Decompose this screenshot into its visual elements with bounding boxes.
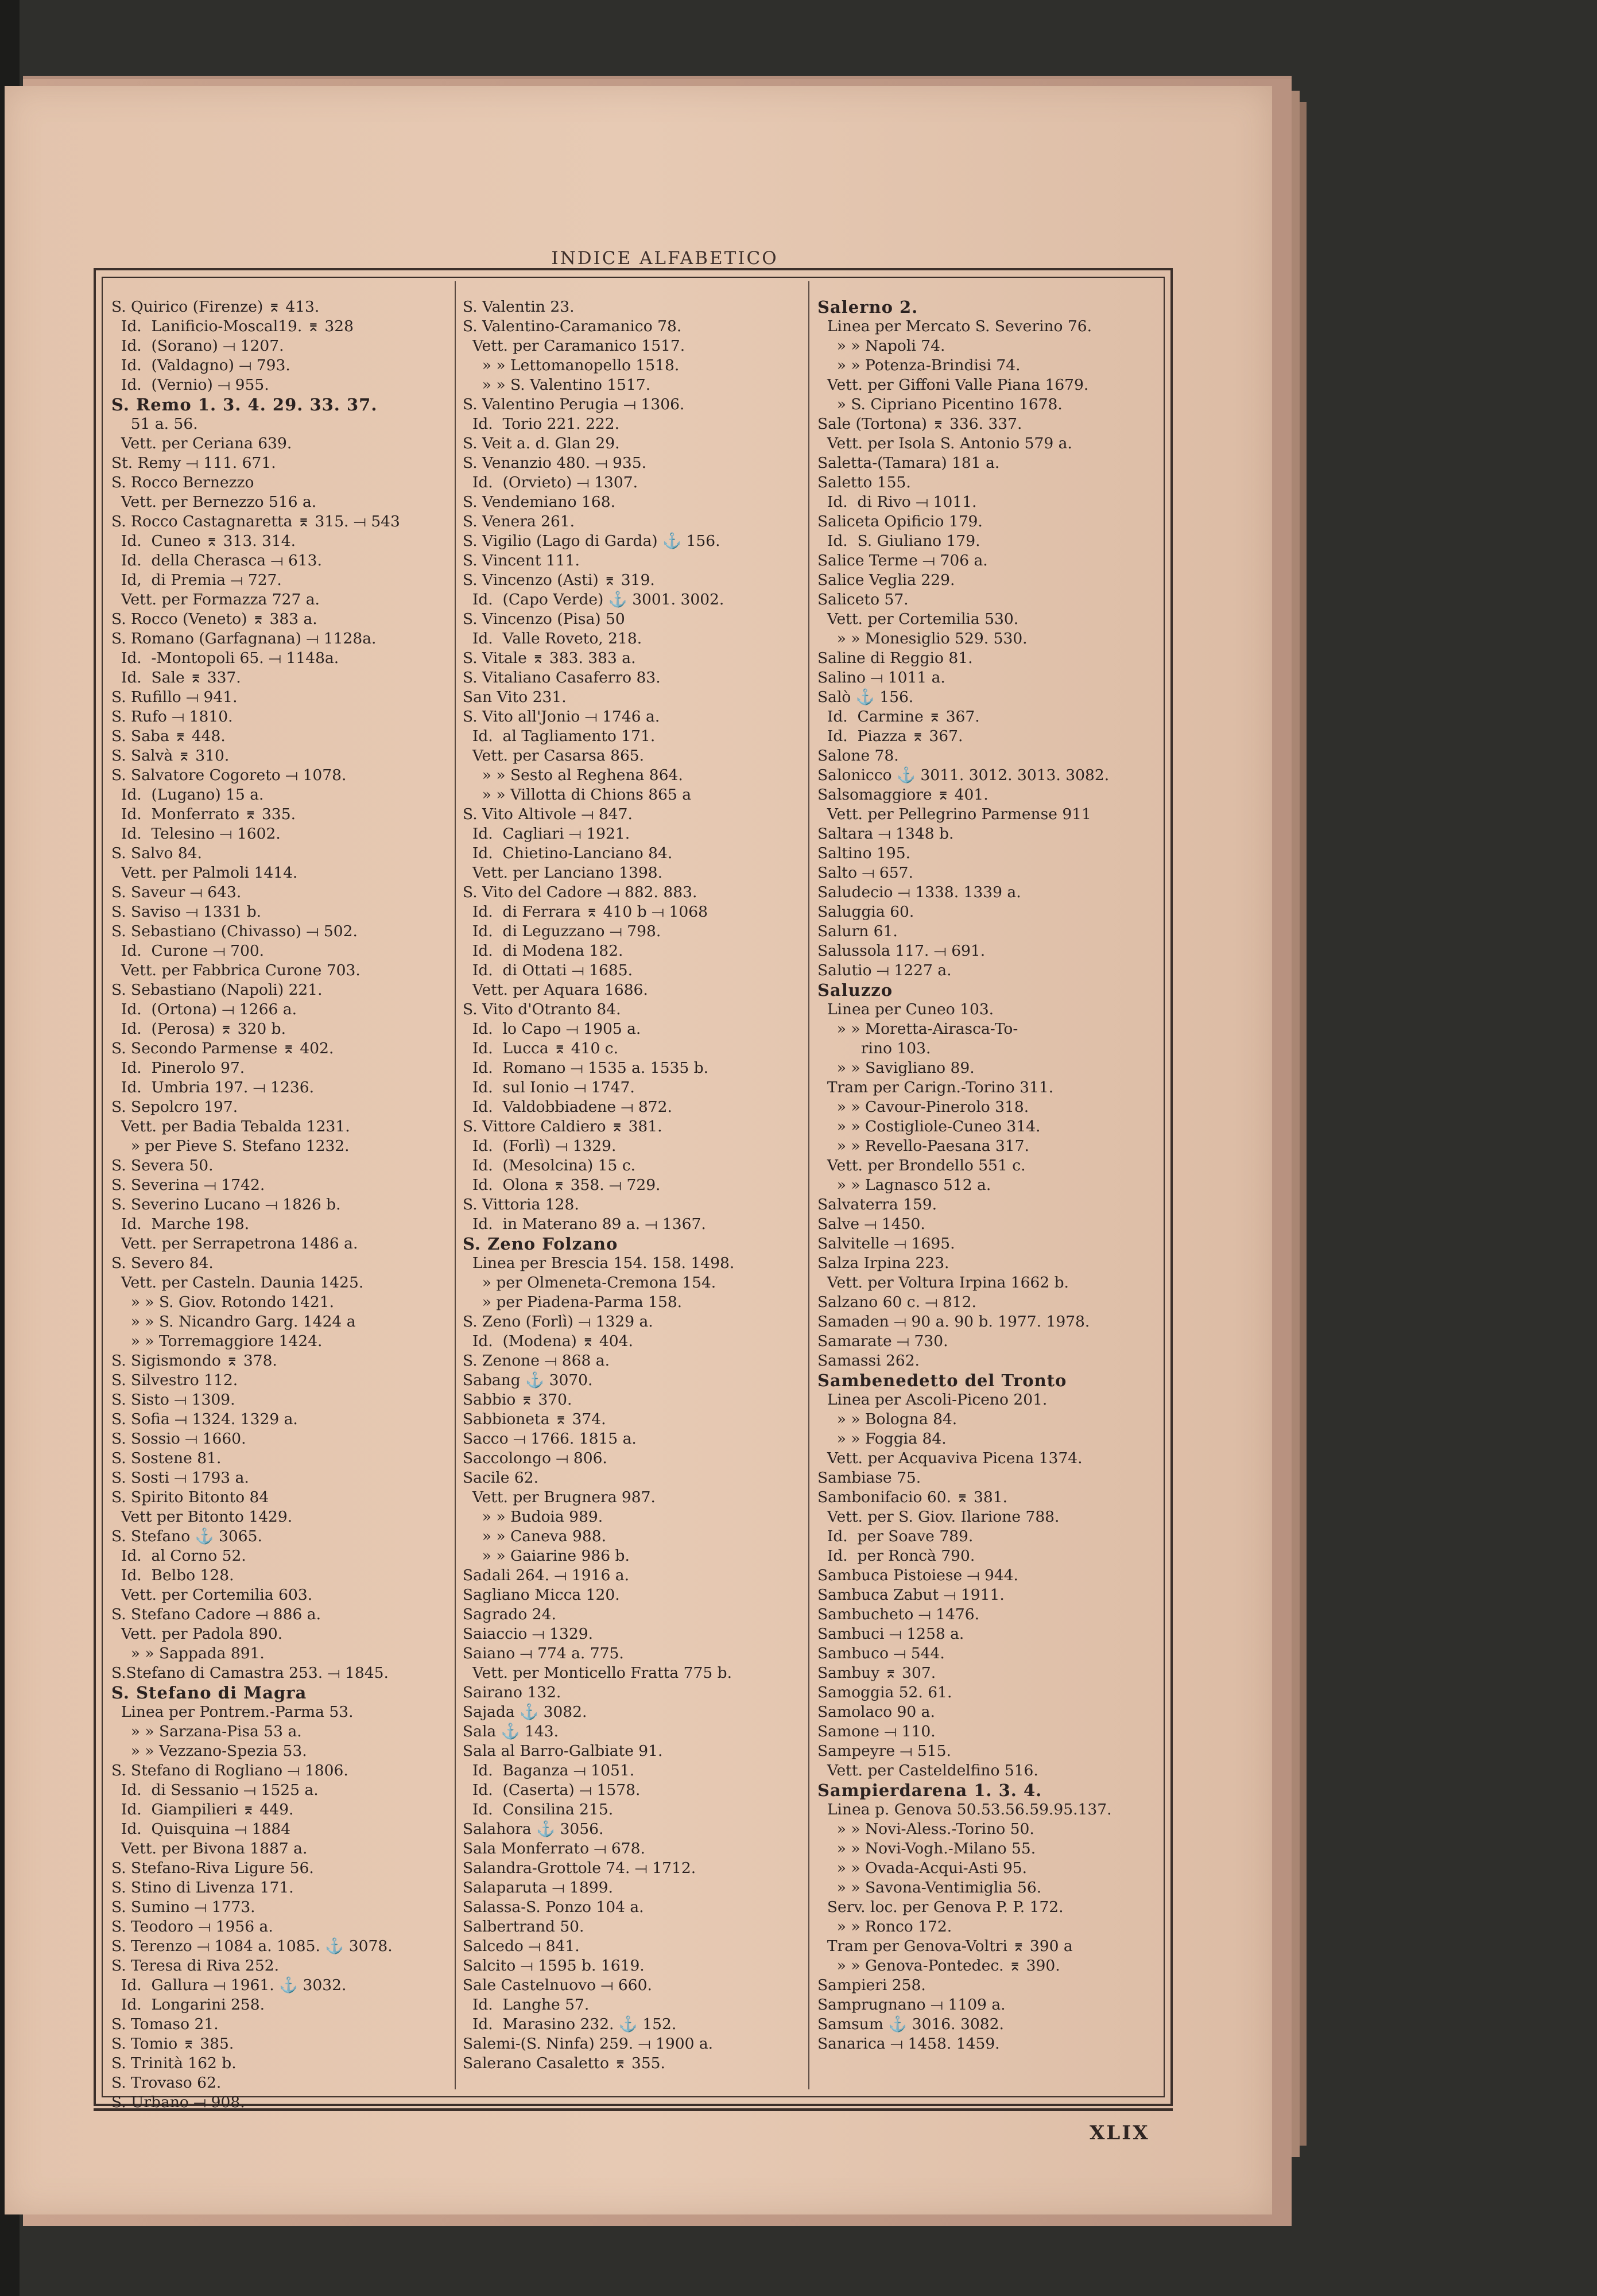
index-entry: S. Sebastiano (Chivasso) ⟞ 502. <box>111 922 358 940</box>
index-entry: Id. Consilina 215. <box>463 1801 614 1818</box>
index-entry: Samoggia 52. 61. <box>817 1684 952 1701</box>
index-entry: Sabbioneta ⌆ 374. <box>463 1410 606 1428</box>
index-entry: » » Monesiglio 529. 530. <box>817 630 1028 647</box>
index-entry: » » S. Valentino 1517. <box>463 376 651 394</box>
index-entry: Tram per Genova-Voltri ⌆ 390 a <box>817 1937 1073 1955</box>
index-entry: Salerno 2. <box>817 297 918 317</box>
index-entry: » » Revello-Paesana 317. <box>817 1137 1029 1155</box>
index-entry: » » Costigliole-Cuneo 314. <box>817 1118 1041 1135</box>
index-entry: Linea per Mercato S. Severino 76. <box>817 317 1092 335</box>
index-entry: Linea per Cuneo 103. <box>817 1000 994 1018</box>
index-entry: » » Gaiarine 986 b. <box>463 1547 630 1565</box>
index-entry: Sambuca Pistoiese ⟞ 944. <box>817 1566 1018 1584</box>
index-entry: S. Zenone ⟞ 868 a. <box>463 1352 610 1370</box>
index-entry: S. Rufillo ⟞ 941. <box>111 688 238 706</box>
index-entry: Vett. per Brugnera 987. <box>463 1488 656 1506</box>
page-header: INDICE ALFABETICO <box>551 248 778 269</box>
index-entry: Vett per Bitonto 1429. <box>111 1508 293 1526</box>
index-entry: S. Sigismondo ⌆ 378. <box>111 1352 277 1370</box>
index-entry: S. Salvo 84. <box>111 844 202 862</box>
index-entry: Id. Lanificio-Moscal19. ⌆ 328 <box>111 317 354 335</box>
index-entry: » » Torremaggiore 1424. <box>111 1332 323 1350</box>
index-entry: Id. Baganza ⟞ 1051. <box>463 1762 635 1779</box>
index-entry: S. Vito all'Jonio ⟞ 1746 a. <box>463 708 660 726</box>
index-entry: Vett. per Palmoli 1414. <box>111 864 298 882</box>
index-entry: Id. Curone ⟞ 700. <box>111 942 265 960</box>
index-entry: Serv. loc. per Genova P. P. 172. <box>817 1898 1064 1916</box>
index-entry: » » Genova-Pontedec. ⌆ 390. <box>817 1957 1060 1975</box>
index-entry: Id. Telesino ⟞ 1602. <box>111 825 281 843</box>
index-entry: » S. Cipriano Picentino 1678. <box>817 395 1063 413</box>
index-entry: Id. Longarini 258. <box>111 1996 265 2014</box>
index-entry: Salto ⟞ 657. <box>817 864 913 882</box>
index-entry: S. Stefano Cadore ⟞ 886 a. <box>111 1605 321 1623</box>
index-entry: Salino ⟞ 1011 a. <box>817 669 945 687</box>
index-entry: Vett. per Pellegrino Parmense 911 <box>817 805 1091 823</box>
index-entry: Id. al Tagliamento 171. <box>463 727 656 745</box>
index-entry: Sale (Tortona) ⌆ 336. 337. <box>817 415 1022 433</box>
index-entry: » per Piadena-Parma 158. <box>463 1293 683 1311</box>
index-entry: S. Vittoria 128. <box>463 1196 579 1213</box>
index-entry: Id. Quisquina ⟞ 1884 <box>111 1820 291 1838</box>
index-entry: Id. Gallura ⟞ 1961. ⚓ 3032. <box>111 1976 347 1994</box>
index-entry: Id. per Roncà 790. <box>817 1547 975 1565</box>
index-entry: S. Salvatore Cogoreto ⟞ 1078. <box>111 766 347 784</box>
index-entry: Sala ⚓ 143. <box>463 1723 559 1740</box>
index-entry: Id. per Soave 789. <box>817 1527 974 1545</box>
index-column-3 <box>817 297 1112 2054</box>
index-entry: S. Stino di Livenza 171. <box>111 1879 294 1896</box>
index-entry: 51 a. 56. <box>111 415 198 433</box>
index-entry: S. Trovaso 62. <box>111 2074 222 2092</box>
index-entry: Saliceta Opificio 179. <box>817 513 983 530</box>
index-entry: Salzano 60 c. ⟞ 812. <box>817 1293 976 1311</box>
index-entry: » » Ronco 172. <box>817 1918 952 1936</box>
index-entry: Id. S. Giuliano 179. <box>817 532 980 550</box>
index-entry: Vett. per Lanciano 1398. <box>463 864 663 882</box>
index-entry: » » Lagnasco 512 a. <box>817 1176 991 1194</box>
index-entry: Id. in Materano 89 a. ⟞ 1367. <box>463 1215 706 1233</box>
index-entry: Id, di Premia ⟞ 727. <box>111 571 282 589</box>
index-entry: Vett. per Fabbrica Curone 703. <box>111 961 361 979</box>
index-entry: Salurn 61. <box>817 922 898 940</box>
index-entry: Salbertrand 50. <box>463 1918 584 1936</box>
index-entry: Saiano ⟞ 774 a. 775. <box>463 1645 624 1662</box>
index-entry: Id. Umbria 197. ⟞ 1236. <box>111 1079 315 1096</box>
index-entry: » » Budoia 989. <box>463 1508 603 1526</box>
index-entry: Salussola 117. ⟞ 691. <box>817 942 986 960</box>
index-entry: S. Quirico (Firenze) ⌆ 413. <box>111 298 320 316</box>
index-entry: Id. Romano ⟞ 1535 a. 1535 b. <box>463 1059 709 1077</box>
index-entry: Sabang ⚓ 3070. <box>463 1371 593 1389</box>
index-entry: Id. Cagliari ⟞ 1921. <box>463 825 630 843</box>
index-entry: Sabbio ⌆ 370. <box>463 1391 572 1409</box>
index-entry: Id. (Capo Verde) ⚓ 3001. 3002. <box>463 591 724 608</box>
index-entry: Saletto 155. <box>817 474 911 491</box>
index-entry: S. Rocco Castagnaretta ⌆ 315. ⟞ 543 <box>111 513 400 530</box>
index-entry: S. Tomaso 21. <box>111 2015 219 2033</box>
index-entry: Samassi 262. <box>817 1352 920 1370</box>
index-entry: Id. di Modena 182. <box>463 942 623 960</box>
index-entry: » » Lettomanopello 1518. <box>463 356 680 374</box>
index-entry: Saltara ⟞ 1348 b. <box>817 825 954 843</box>
index-entry: » » Napoli 74. <box>817 337 945 355</box>
index-entry: Salandra-Grottole 74. ⟞ 1712. <box>463 1859 696 1877</box>
index-entry: Sambenedetto del Tronto <box>817 1371 1067 1390</box>
index-entry: Salò ⚓ 156. <box>817 688 914 706</box>
index-entry: Linea per Brescia 154. 158. 1498. <box>463 1254 735 1272</box>
index-entry: Id. Olona ⌆ 358. ⟞ 729. <box>463 1176 661 1194</box>
index-entry: S. Sofia ⟞ 1324. 1329 a. <box>111 1410 298 1428</box>
index-entry: Sacco ⟞ 1766. 1815 a. <box>463 1430 637 1448</box>
index-entry: Sampeyre ⟞ 515. <box>817 1742 951 1760</box>
index-entry: Samprugnano ⟞ 1109 a. <box>817 1996 1006 2014</box>
index-entry: S. Severo 84. <box>111 1254 214 1272</box>
index-entry: Id. (Ortona) ⟞ 1266 a. <box>111 1000 297 1018</box>
index-entry: Sambuci ⟞ 1258 a. <box>817 1625 964 1643</box>
index-entry: Salaparuta ⟞ 1899. <box>463 1879 613 1896</box>
index-entry: S. Rocco Bernezzo <box>111 474 254 491</box>
index-entry: » » Novi-Aless.-Torino 50. <box>817 1820 1034 1838</box>
index-entry: Id. (Perosa) ⌆ 320 b. <box>111 1020 286 1038</box>
index-entry: S. Saveur ⟞ 643. <box>111 883 242 901</box>
index-entry: Samaden ⟞ 90 a. 90 b. 1977. 1978. <box>817 1313 1090 1331</box>
index-entry: Sampieri 258. <box>817 1976 926 1994</box>
page-edge <box>1292 91 1300 2157</box>
index-entry: Vett. per Badia Tebalda 1231. <box>111 1118 350 1135</box>
index-entry: Linea per Ascoli-Piceno 201. <box>817 1391 1048 1409</box>
index-entry: » » Sappada 891. <box>111 1645 265 1662</box>
index-entry: S. Remo 1. 3. 4. 29. 33. 37. <box>111 395 378 414</box>
index-entry: Id. (Valdagno) ⟞ 793. <box>111 356 290 374</box>
index-entry: » per Olmeneta-Cremona 154. <box>463 1274 716 1292</box>
index-entry: Id. della Cherasca ⟞ 613. <box>111 552 322 569</box>
index-entry: S. Tomio ⌆ 385. <box>111 2035 234 2053</box>
index-entry: Id. Valle Roveto, 218. <box>463 630 642 647</box>
index-entry: S. Salvà ⌆ 310. <box>111 747 230 765</box>
index-entry: Vett. per Voltura Irpina 1662 b. <box>817 1274 1069 1292</box>
index-entry: Id. (Modena) ⌆ 404. <box>463 1332 633 1350</box>
index-entry: Vett. per Serrapetrona 1486 a. <box>111 1235 358 1252</box>
index-entry: Vett. per Casarsa 865. <box>463 747 645 765</box>
index-entry: » » Bologna 84. <box>817 1410 958 1428</box>
index-entry: » » S. Giov. Rotondo 1421. <box>111 1293 335 1311</box>
index-entry: Salcito ⟞ 1595 b. 1619. <box>463 1957 645 1975</box>
index-entry: St. Remy ⟞ 111. 671. <box>111 454 276 472</box>
index-column-1 <box>111 297 400 2112</box>
index-column-2 <box>463 297 734 2073</box>
index-entry: Sacile 62. <box>463 1469 538 1487</box>
index-entry: Id. di Ferrara ⌆ 410 b ⟞ 1068 <box>463 903 708 921</box>
index-entry: Salice Terme ⟞ 706 a. <box>817 552 988 569</box>
index-entry: Tram per Carign.-Torino 311. <box>817 1079 1054 1096</box>
index-entry: Sambucheto ⟞ 1476. <box>817 1605 980 1623</box>
index-entry: Vett. per Isola S. Antonio 579 a. <box>817 435 1072 452</box>
index-entry: Samone ⟞ 110. <box>817 1723 936 1740</box>
index-entry: S. Vito del Cadore ⟞ 882. 883. <box>463 883 697 901</box>
index-entry: S. Zeno (Forlì) ⟞ 1329 a. <box>463 1313 653 1331</box>
index-entry: Samarate ⟞ 730. <box>817 1332 948 1350</box>
index-entry: Sambuco ⟞ 544. <box>817 1645 945 1662</box>
index-entry: S. Saba ⌆ 448. <box>111 727 226 745</box>
index-entry: S. Saviso ⟞ 1331 b. <box>111 903 262 921</box>
index-entry: Salassa-S. Ponzo 104 a. <box>463 1898 644 1916</box>
page-number: XLIX <box>1090 2122 1150 2144</box>
index-entry: Id. (Vernio) ⟞ 955. <box>111 376 269 394</box>
index-entry: S. Trinità 162 b. <box>111 2054 237 2072</box>
index-entry: S. Valentin 23. <box>463 298 575 316</box>
index-entry: S. Vincent 111. <box>463 552 580 569</box>
index-entry: S. Stefano-Riva Ligure 56. <box>111 1859 314 1877</box>
index-entry: S. Teresa di Riva 252. <box>111 1957 280 1975</box>
index-entry: Id. Lucca ⌆ 410 c. <box>463 1040 619 1057</box>
index-entry: S. Venanzio 480. ⟞ 935. <box>463 454 647 472</box>
index-entry: Saccolongo ⟞ 806. <box>463 1449 607 1467</box>
page-edge <box>1300 102 1307 2146</box>
index-entry: S. Sossio ⟞ 1660. <box>111 1430 246 1448</box>
index-entry: Id. (Forlì) ⟞ 1329. <box>463 1137 617 1155</box>
index-entry: » » Potenza-Brindisi 74. <box>817 356 1021 374</box>
index-entry: Vett. per Brondello 551 c. <box>817 1157 1026 1174</box>
index-entry: Salutio ⟞ 1227 a. <box>817 961 952 979</box>
index-entry: Salahora ⚓ 3056. <box>463 1820 604 1838</box>
index-entry: San Vito 231. <box>463 688 567 706</box>
index-entry: S. Sepolcro 197. <box>111 1098 238 1116</box>
index-entry: Sambuy ⌆ 307. <box>817 1664 936 1682</box>
index-entry: Sala al Barro-Galbiate 91. <box>463 1742 663 1760</box>
index-entry: Id. Pinerolo 97. <box>111 1059 245 1077</box>
index-entry: S. Vincenzo (Asti) ⌆ 319. <box>463 571 655 589</box>
index-entry: Samolaco 90 a. <box>817 1703 935 1721</box>
index-entry: S. Severa 50. <box>111 1157 214 1174</box>
index-entry: Vett. per Casteln. Daunia 1425. <box>111 1274 364 1292</box>
index-entry: Vett. per Caramanico 1517. <box>463 337 685 355</box>
index-entry: Salve ⟞ 1450. <box>817 1215 925 1233</box>
index-entry: S. Vitaliano Casaferro 83. <box>463 669 661 687</box>
index-entry: » » Savigliano 89. <box>817 1059 975 1077</box>
index-entry: Sala Monferrato ⟞ 678. <box>463 1840 645 1857</box>
index-entry: S. Sisto ⟞ 1309. <box>111 1391 235 1409</box>
index-entry: S. Vito d'Otranto 84. <box>463 1000 621 1018</box>
index-entry: Id. Monferrato ⌆ 335. <box>111 805 296 823</box>
index-entry: S. Rocco (Veneto) ⌆ 383 a. <box>111 610 317 628</box>
index-entry: Id. (Lugano) 15 a. <box>111 786 264 804</box>
index-entry: S. Sumino ⟞ 1773. <box>111 1898 255 1916</box>
column-divider <box>808 281 809 2089</box>
index-entry: S. Veit a. d. Glan 29. <box>463 435 620 452</box>
index-entry: Sagrado 24. <box>463 1605 556 1623</box>
index-entry: S. Vittore Caldiero ⌆ 381. <box>463 1118 662 1135</box>
index-entry: Id. Carmine ⌆ 367. <box>817 708 980 726</box>
index-entry: Vett. per Cortemilia 530. <box>817 610 1019 628</box>
index-entry: S. Urbano ⟞ 908. <box>111 2093 245 2111</box>
index-entry: S. Stefano ⚓ 3065. <box>111 1527 262 1545</box>
index-entry: S. Severino Lucano ⟞ 1826 b. <box>111 1196 341 1213</box>
index-entry: S. Vito Altivole ⟞ 847. <box>463 805 633 823</box>
index-entry: Id. (Sorano) ⟞ 1207. <box>111 337 284 355</box>
index-entry: » » S. Nicandro Garg. 1424 a <box>111 1313 356 1331</box>
index-entry: » » Caneva 988. <box>463 1527 606 1545</box>
index-entry: Id. Cuneo ⌆ 313. 314. <box>111 532 296 550</box>
index-entry: Sajada ⚓ 3082. <box>463 1703 587 1721</box>
index-entry: S. Rufo ⟞ 1810. <box>111 708 233 726</box>
index-entry: S.Stefano di Camastra 253. ⟞ 1845. <box>111 1664 389 1682</box>
index-entry: Salemi-(S. Ninfa) 259. ⟞ 1900 a. <box>463 2035 714 2053</box>
index-entry: » » Sesto al Reghena 864. <box>463 766 683 784</box>
index-entry: Saletta-(Tamara) 181 a. <box>817 454 1000 472</box>
index-entry: Linea p. Genova 50.53.56.59.95.137. <box>817 1801 1112 1818</box>
index-entry: Id. di Ottati ⟞ 1685. <box>463 961 633 979</box>
index-entry: Vett. per Cortemilia 603. <box>111 1586 313 1604</box>
index-entry: Sanarica ⟞ 1458. 1459. <box>817 2035 1000 2053</box>
index-entry: Vett. per Bernezzo 516 a. <box>111 493 317 511</box>
index-entry: S. Silvestro 112. <box>111 1371 238 1389</box>
index-entry: Vett. per Bivona 1887 a. <box>111 1840 308 1857</box>
index-entry: Vett. per Monticello Fratta 775 b. <box>463 1664 732 1682</box>
index-entry: S. Stefano di Magra <box>111 1683 307 1702</box>
index-entry: Salerano Casaletto ⌆ 355. <box>463 2054 665 2072</box>
index-entry: Id. Giampilieri ⌆ 449. <box>111 1801 294 1818</box>
index-entry: Vett. per S. Giov. Ilarione 788. <box>817 1508 1060 1526</box>
index-entry: Saiaccio ⟞ 1329. <box>463 1625 594 1643</box>
index-entry: S. Romano (Garfagnana) ⟞ 1128a. <box>111 630 377 647</box>
index-entry: Sampierdarena 1. 3. 4. <box>817 1781 1042 1800</box>
index-entry: Id. Chietino-Lanciano 84. <box>463 844 673 862</box>
index-entry: Id. (Orvieto) ⟞ 1307. <box>463 474 638 491</box>
index-entry: Sairano 132. <box>463 1684 561 1701</box>
index-entry: S. Vitale ⌆ 383. 383 a. <box>463 649 636 667</box>
index-entry: » » Ovada-Acqui-Asti 95. <box>817 1859 1028 1877</box>
index-entry: » » Sarzana-Pisa 53 a. <box>111 1723 302 1740</box>
index-entry: S. Venera 261. <box>463 513 575 530</box>
column-divider <box>455 281 456 2089</box>
index-entry: Id. lo Capo ⟞ 1905 a. <box>463 1020 641 1038</box>
index-entry: S. Stefano di Rogliano ⟞ 1806. <box>111 1762 348 1779</box>
index-entry: Vett. per Ceriana 639. <box>111 435 292 452</box>
index-entry: Samsum ⚓ 3016. 3082. <box>817 2015 1004 2033</box>
index-entry: S. Valentino Perugia ⟞ 1306. <box>463 395 685 413</box>
index-entry: » » Cavour-Pinerolo 318. <box>817 1098 1029 1116</box>
index-entry: » » Savona-Ventimiglia 56. <box>817 1879 1042 1896</box>
index-entry: Sadali 264. ⟞ 1916 a. <box>463 1566 630 1584</box>
index-entry: Salcedo ⟞ 841. <box>463 1937 580 1955</box>
index-entry: Vett. per Formazza 727 a. <box>111 591 320 608</box>
index-entry: Salza Irpina 223. <box>817 1254 949 1272</box>
index-entry: Salvitelle ⟞ 1695. <box>817 1235 955 1252</box>
index-entry: Vett. per Casteldelfino 516. <box>817 1762 1038 1779</box>
index-entry: Sale Castelnuovo ⟞ 660. <box>463 1976 652 1994</box>
index-entry: Id. di Sessanio ⟞ 1525 a. <box>111 1781 319 1799</box>
index-entry: S. Vigilio (Lago di Garda) ⚓ 156. <box>463 532 720 550</box>
index-entry: Id. Piazza ⌆ 367. <box>817 727 963 745</box>
index-entry: Salone 78. <box>817 747 899 765</box>
index-entry: Vett. per Padola 890. <box>111 1625 283 1643</box>
index-entry: Saluzzo <box>817 980 893 1000</box>
index-entry: S. Sosti ⟞ 1793 a. <box>111 1469 249 1487</box>
index-entry: S. Severina ⟞ 1742. <box>111 1176 265 1194</box>
index-entry: » » Vezzano-Spezia 53. <box>111 1742 307 1760</box>
index-entry: Saliceto 57. <box>817 591 909 608</box>
index-entry: Id. di Rivo ⟞ 1011. <box>817 493 977 511</box>
index-entry: S. Terenzo ⟞ 1084 a. 1085. ⚓ 3078. <box>111 1937 393 1955</box>
index-entry: Id. Valdobbiadene ⟞ 872. <box>463 1098 672 1116</box>
index-entry: Sagliano Micca 120. <box>463 1586 620 1604</box>
index-entry: S. Teodoro ⟞ 1956 a. <box>111 1918 273 1936</box>
index-entry: S. Sostene 81. <box>111 1449 222 1467</box>
index-entry: S. Vendemiano 168. <box>463 493 616 511</box>
index-entry: Id. sul Ionio ⟞ 1747. <box>463 1079 635 1096</box>
index-entry: Saltino 195. <box>817 844 911 862</box>
index-entry: » per Pieve S. Stefano 1232. <box>111 1137 350 1155</box>
index-entry: S. Secondo Parmense ⌆ 402. <box>111 1040 334 1057</box>
index-entry: » » Novi-Vogh.-Milano 55. <box>817 1840 1036 1857</box>
index-entry: Id. Marasino 232. ⚓ 152. <box>463 2015 677 2033</box>
index-entry: Id. (Caserta) ⟞ 1578. <box>463 1781 641 1799</box>
index-entry: Saluggia 60. <box>817 903 914 921</box>
index-entry: Sambonifacio 60. ⌆ 381. <box>817 1488 1008 1506</box>
index-entry: Vett. per Aquara 1686. <box>463 981 648 999</box>
index-entry: Salsomaggiore ⌆ 401. <box>817 786 989 804</box>
index-entry: S. Valentino-Caramanico 78. <box>463 317 682 335</box>
index-entry: S. Zeno Folzano <box>463 1234 618 1254</box>
index-entry: Saline di Reggio 81. <box>817 649 973 667</box>
index-entry: » » Foggia 84. <box>817 1430 947 1448</box>
index-entry: » » Moretta-Airasca-To- <box>817 1020 1018 1038</box>
index-entry: Salice Veglia 229. <box>817 571 955 589</box>
index-entry: Linea per Pontrem.-Parma 53. <box>111 1703 354 1721</box>
index-entry: Id. Torio 221. 222. <box>463 415 620 433</box>
index-entry: Salvaterra 159. <box>817 1196 937 1213</box>
index-entry: Vett. per Giffoni Valle Piana 1679. <box>817 376 1089 394</box>
index-entry: Id. Belbo 128. <box>111 1566 234 1584</box>
index-entry: Id. Marche 198. <box>111 1215 250 1233</box>
index-entry: Id. Sale ⌆ 337. <box>111 669 241 687</box>
index-entry: S. Spirito Bitonto 84 <box>111 1488 269 1506</box>
index-entry: Sambuca Zabut ⟞ 1911. <box>817 1586 1005 1604</box>
index-entry: Vett. per Acquaviva Picena 1374. <box>817 1449 1083 1467</box>
index-entry: Sambiase 75. <box>817 1469 921 1487</box>
index-entry: Id. di Leguzzano ⟞ 798. <box>463 922 661 940</box>
index-entry: Saludecio ⟞ 1338. 1339 a. <box>817 883 1021 901</box>
index-entry: rino 103. <box>817 1040 931 1057</box>
index-entry: » » Villotta di Chions 865 a <box>463 786 692 804</box>
index-entry: Id. Langhe 57. <box>463 1996 590 2014</box>
index-entry: Id. (Mesolcina) 15 c. <box>463 1157 636 1174</box>
index-entry: Id. al Corno 52. <box>111 1547 246 1565</box>
index-entry: Id. -Montopoli 65. ⟞ 1148a. <box>111 649 339 667</box>
index-entry: Salonicco ⚓ 3011. 3012. 3013. 3082. <box>817 766 1110 784</box>
index-entry: S. Vincenzo (Pisa) 50 <box>463 610 625 628</box>
index-entry: S. Sebastiano (Napoli) 221. <box>111 981 323 999</box>
